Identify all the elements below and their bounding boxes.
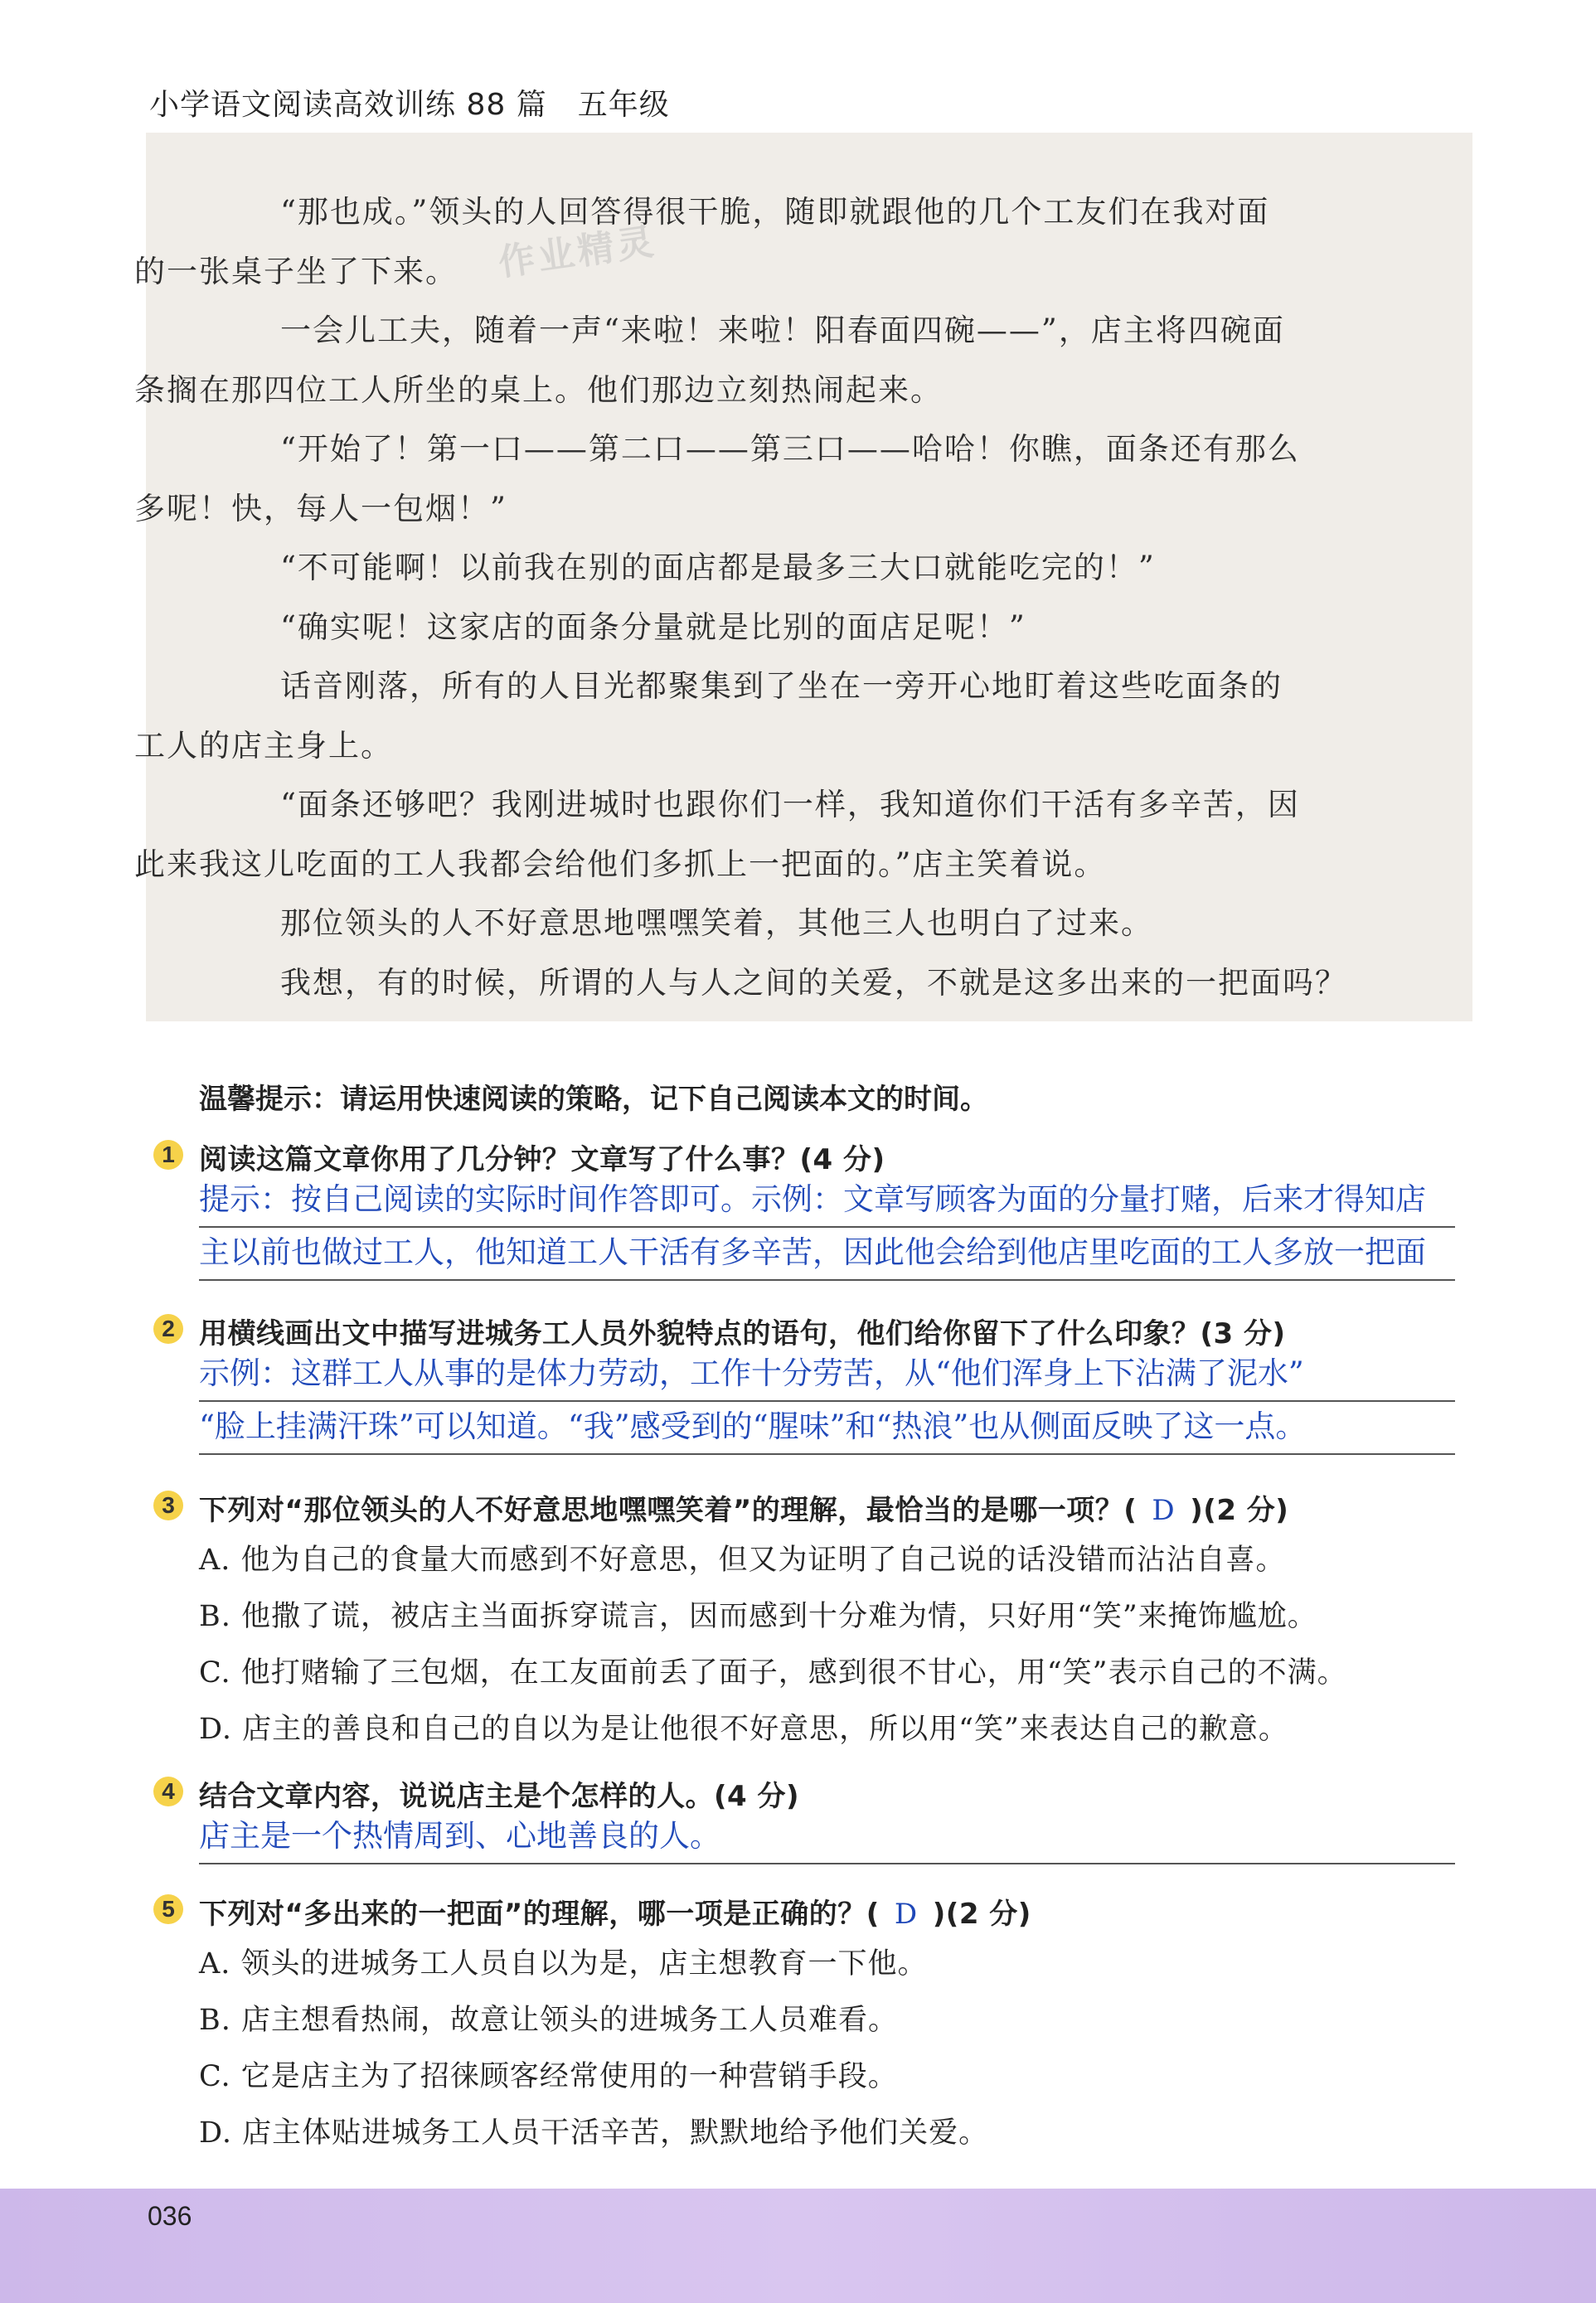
question-1 <box>153 1140 1455 1289</box>
passage-line: 的一张桌子坐了下来。 <box>134 253 458 289</box>
choice-answer[interactable]: D <box>1152 1494 1176 1527</box>
choice-option: A. 他为自己的食量大而感到不好意思，但又为证明了自己说的话没错而沾沾自喜。 <box>199 1544 1286 1577</box>
choice-option: B. 店主想看热闹，故意让领头的进城务工人员难看。 <box>199 2004 898 2037</box>
answer-line[interactable]: 提示：按自己阅读的实际时间作答即可。示例：文章写顾客为面的分量打赌，后来才得知店 <box>199 1180 1455 1228</box>
passage-line: “面条还够吧？我刚进城时也跟你们一样，我知道你们干活有多辛苦，因 <box>280 787 1300 822</box>
passage-line: “不可能啊！以前我在别的面店都是最多三大口就能吃完的！” <box>280 550 1156 585</box>
question-text-before: 下列对“多出来的一把面”的理解，哪一项是正确的？( <box>199 1898 880 1931</box>
choice-answer[interactable]: D <box>894 1898 918 1931</box>
question-text: 结合文章内容，说说店主是个怎样的人。(4 分) <box>199 1780 800 1813</box>
question-text-after: )(2 分) <box>932 1898 1031 1931</box>
page-number: 036 <box>148 2201 192 2231</box>
question-4 <box>153 1777 1455 1876</box>
choice-option: C. 他打赌输了三包烟，在工友面前丢了面子，感到很不甘心，用“笑”表示自己的不满。 <box>199 1656 1347 1690</box>
watermark: 作业精灵 <box>496 220 660 285</box>
passage-line: “那也成。”领头的人回答得很干脆，随即就跟他的几个工友们在我对面 <box>280 194 1270 230</box>
passage-line: 条搁在那四位工人所坐的桌上。他们那边立刻热闹起来。 <box>134 371 943 408</box>
question-number-badge: 5 <box>153 1894 183 1924</box>
question-number-badge: 4 <box>153 1777 183 1806</box>
question-2 <box>153 1314 1455 1463</box>
question-text-before: 下列对“那位领头的人不好意思地嘿嘿笑着”的理解，最恰当的是哪一项？( <box>199 1494 1138 1527</box>
question-number-badge: 3 <box>153 1491 183 1520</box>
question-text-after: )(2 分) <box>1190 1494 1289 1527</box>
question-text <box>199 1891 1031 1932</box>
reading-tip: 温馨提示：请运用快速阅读的策略，记下自己阅读本文的时间。 <box>199 1083 988 1116</box>
question-text <box>199 1487 1288 1528</box>
book-title: 小学语文阅读高效训练 88 篇 五年级 <box>149 88 670 122</box>
question-number-badge: 2 <box>153 1314 183 1344</box>
question-5 <box>153 1894 1455 2160</box>
answer-line[interactable]: 示例：这群工人从事的是体力劳动，工作十分劳苦，从“他们浑身上下沾满了泥水” <box>199 1354 1455 1402</box>
choice-option: D. 店主体贴进城务工人员干活辛苦，默默地给予他们关爱。 <box>199 2116 989 2150</box>
question-3 <box>153 1491 1455 1756</box>
answer-line[interactable]: 店主是一个热情周到、心地善良的人。 <box>199 1816 1455 1864</box>
passage-line: 一会儿工夫，随着一声“来啦！来啦！阳春面四碗——”，店主将四碗面 <box>280 313 1285 348</box>
choice-option: C. 它是店主为了招徕顾客经常使用的一种营销手段。 <box>199 2060 898 2093</box>
choice-option: D. 店主的善良和自己的自以为是让他很不好意思，所以用“笑”来表达自己的歉意。 <box>199 1713 1288 1746</box>
passage-line: 话音刚落，所有的人目光都聚集到了坐在一旁开心地盯着这些吃面条的 <box>280 668 1283 704</box>
footer-band <box>0 2189 1596 2303</box>
question-text: 阅读这篇文章你用了几分钟？文章写了什么事？(4 分) <box>199 1143 885 1176</box>
passage-line: “开始了！第一口——第二口——第三口——哈哈！你瞧，面条还有那么 <box>280 431 1300 467</box>
answer-line[interactable]: “脸上挂满汗珠”可以知道。“我”感受到的“腥味”和“热浪”也从侧面反映了这一点。 <box>199 1407 1455 1455</box>
choice-option: A. 领头的进城务工人员自以为是，店主想教育一下他。 <box>199 1947 928 1981</box>
choice-option: B. 他撒了谎，被店主当面拆穿谎言，因而感到十分难为情，只好用“笑”来掩饰尴尬。 <box>199 1600 1317 1633</box>
passage-line: 工人的店主身上。 <box>134 727 393 764</box>
question-text: 用横线画出文中描写进城务工人员外貌特点的语句，他们给你留下了什么印象？(3 分) <box>199 1317 1286 1350</box>
reading-passage <box>134 182 1418 1012</box>
passage-line: 我想，有的时候，所谓的人与人之间的关爱，不就是这多出来的一把面吗？ <box>280 964 1347 1001</box>
passage-line: 此来我这儿吃面的工人我都会给他们多抓上一把面的。”店主笑着说。 <box>134 846 1107 882</box>
question-number-badge: 1 <box>153 1140 183 1170</box>
passage-line: “确实呢！这家店的面条分量就是比别的面店足呢！” <box>280 608 1026 645</box>
passage-line: 多呢！快，每人一包烟！” <box>134 490 507 526</box>
passage-line: 那位领头的人不好意思地嘿嘿笑着，其他三人也明白了过来。 <box>280 905 1153 941</box>
answer-line[interactable]: 主以前也做过工人，他知道工人干活有多辛苦，因此他会给到他店里吃面的工人多放一把面 <box>199 1233 1455 1281</box>
